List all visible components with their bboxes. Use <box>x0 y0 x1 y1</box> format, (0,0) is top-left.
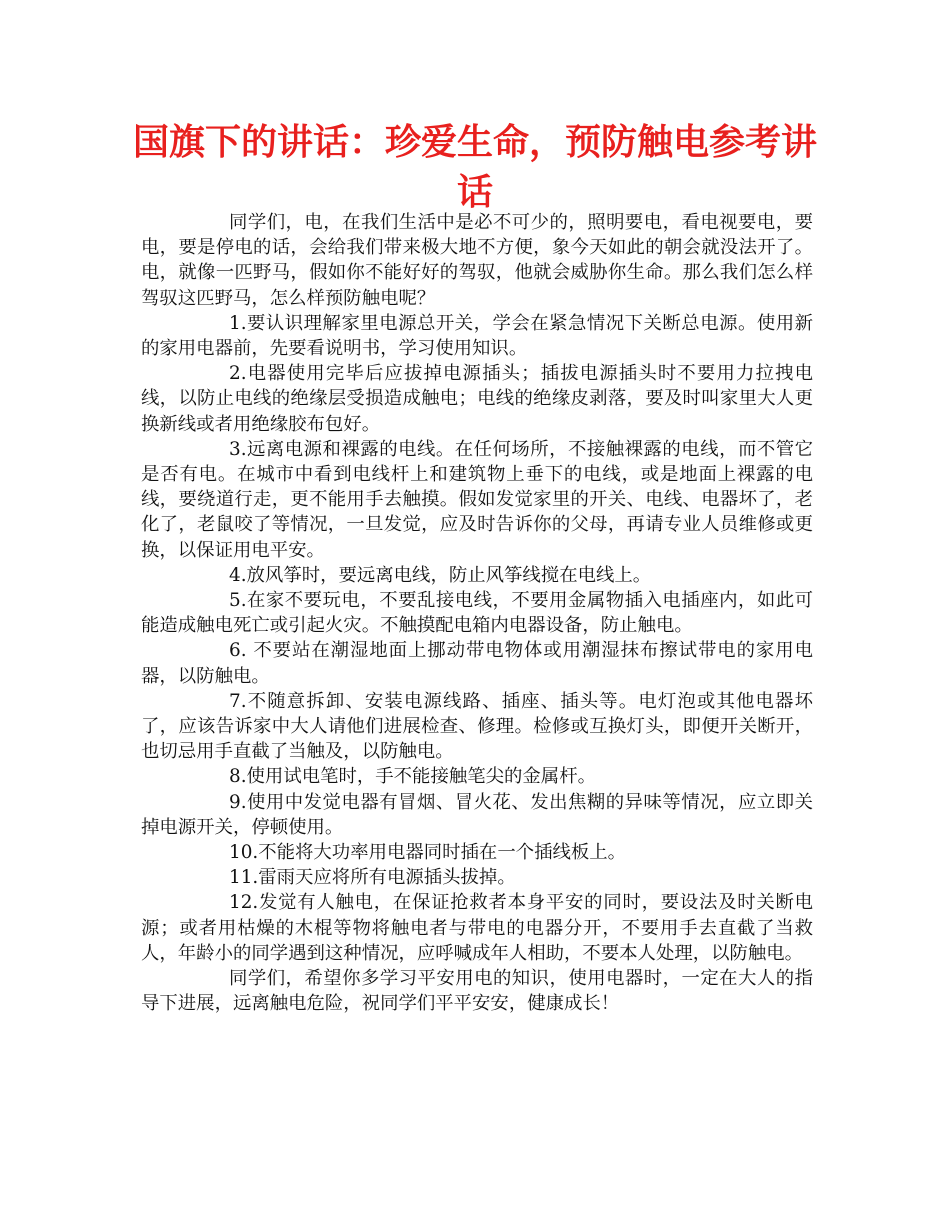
paragraph-item-6: 6. 不要站在潮湿地面上挪动带电物体或用潮湿抹布擦试带电的家用电器，以防触电。 <box>141 640 813 687</box>
paragraph-closing: 同学们，希望你多学习平安用电的知识，使用电器时，一定在大人的指导下进展，远离触电危险，祝同学们平平安安，健康成长！ <box>141 968 813 1015</box>
paragraph-item-10: 10.不能将大功率用电器同时插在一个插线板上。 <box>229 842 627 864</box>
paragraph-item-1: 1.要认识理解家里电源总开关，学会在紧急情况下关断总电源。使用新的家用电器前，先要看说明书，学习使用知识。 <box>141 312 813 360</box>
paragraph-item-2: 2.电器使用完毕后应拔掉电源插头；插拔电源插头时不要用力拉拽电线，以防止电线的绝缘层受损造成触电；电线的绝缘皮剥落，要及时叫家里大人更换新线或者用绝缘胶布包好。 <box>141 363 813 435</box>
paragraph-item-5: 5.在家不要玩电，不要乱接电线，不要用金属物插入电插座内，如此可能造成触电死亡或引起火灾。不触摸配电箱内电器设备，防止触电。 <box>141 590 813 637</box>
paragraph-intro: 同学们，电，在我们生活中是必不可少的，照明要电，看电视要电，要电，要是停电的话，会给我们带来极大地不方便，象今天如此的朝会就没法开了。电，就像一匹野马，假如你不能好好的驾驭，他就会威胁你生命。那么我们怎么样驾驭这匹野马，怎么样预防触电呢？ <box>141 212 813 309</box>
paragraph-item-7: 7.不随意拆卸、安装电源线路、插座、插头等。电灯泡或其他电器坏了，应该告诉家中大人请他们进展检查、修理。检修或互换灯头，即便开关断开，也切忌用手直截了当触及，以防触电。 <box>141 690 813 763</box>
document-body <box>141 210 813 1017</box>
paragraph-item-8: 8.使用试电笔时，手不能接触笔尖的金属杆。 <box>229 766 596 788</box>
paragraph-item-4: 4.放风筝时，要远离电线，防止风筝线搅在电线上。 <box>229 564 652 586</box>
paragraph-item-11: 11.雷雨天应将所有电源插头拔掉。 <box>229 867 516 889</box>
paragraph-item-9: 9.使用中发觉电器有冒烟、冒火花、发出焦糊的异味等情况，应立即关掉电源开关，停顿使用。 <box>141 791 813 838</box>
paragraph-item-12: 12.发觉有人触电，在保证抢救者本身平安的同时，要设法及时关断电源；或者用枯燥的木棍等物将触电者与带电的电器分开，不要用手去直截了当救人，年龄小的同学遇到这种情况，应呼喊成年人相助，不要本人处理，以防触电。 <box>141 892 813 964</box>
document-title: 国旗下的讲话：珍爱生命，预防触电参考讲话 <box>132 122 817 213</box>
paragraph-item-3: 3.远离电源和裸露的电线。在任何场所，不接触裸露的电线，而不管它是否有电。在城市中看到电线杆上和建筑物上垂下的电线，或是地面上裸露的电线，要绕道行走，更不能用手去触摸。假如发觉家里的开关、电线、电器坏了，老化了，老鼠咬了等情况，一旦发觉，应及时告诉你的父母，再请专业人员维修或更换，以保证用电平安。 <box>141 438 813 561</box>
